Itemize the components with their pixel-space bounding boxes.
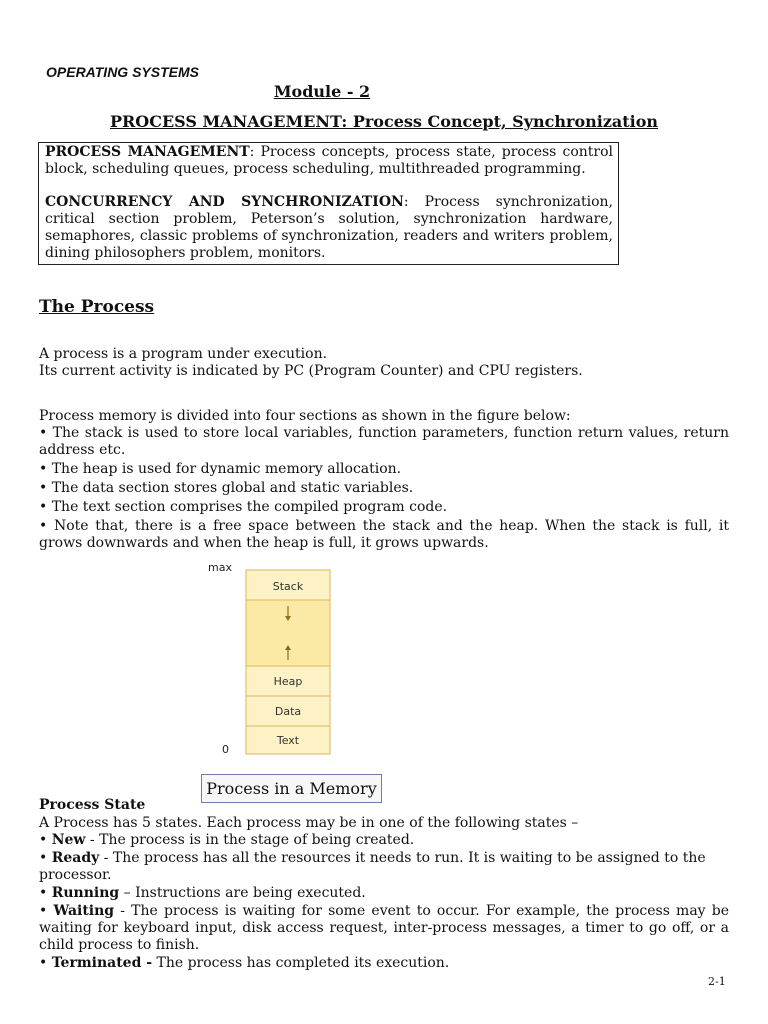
syllabus-cs-heading: CONCURRENCY AND SYNCHRONIZATION — [45, 194, 404, 210]
state-item-waiting — [39, 903, 729, 954]
state-description: The process has completed its execution. — [152, 955, 450, 971]
page-title: PROCESS MANAGEMENT: Process Concept, Synchronization — [109, 112, 659, 131]
state-bullet: • — [39, 955, 52, 971]
state-item-ready — [39, 850, 729, 884]
state-name: New — [51, 832, 86, 848]
figure-caption: Process in a Memory — [201, 774, 382, 803]
state-description: - The process is waiting for some event to occur. For example, the process may be waiting for keyboard input, disk access request, inter-process messages, a timer to go off, or a child process to finish. — [39, 903, 729, 953]
memory-bullet: • The data section stores global and static variables. — [39, 480, 414, 496]
memory-bullet: • The heap is used for dynamic memory allocation. — [39, 461, 402, 477]
memory-bullet: • The text section comprises the compiled program code. — [39, 499, 448, 515]
intro-line-1: A process is a program under execution. — [39, 346, 328, 362]
memory-bullet: • The stack is used to store local variables, function parameters, function return values, return address etc. — [39, 425, 729, 458]
page-number: 2-1 — [708, 975, 726, 988]
state-item-new — [39, 832, 729, 849]
data-label: Data — [274, 705, 302, 718]
syllabus-concurrency — [45, 194, 613, 262]
memory-intro: Process memory is divided into four sections as shown in the figure below: — [39, 408, 571, 424]
state-bullet: • — [39, 885, 52, 901]
state-description: - The process has all the resources it needs to run. It is waiting to be assigned to the processor. — [39, 850, 706, 883]
state-name: Running — [51, 885, 120, 901]
state-name: Ready — [51, 850, 100, 866]
state-description: – Instructions are being executed. — [119, 885, 366, 901]
course-title: OPERATING SYSTEMS — [46, 64, 199, 80]
process-memory-diagram — [206, 558, 340, 758]
state-bullet: • — [39, 903, 54, 919]
process-state-list — [39, 815, 729, 972]
heap-label: Heap — [273, 675, 303, 688]
process-intro — [39, 346, 729, 380]
state-intro: A Process has 5 states. Each process may be in one of the following states – — [39, 815, 579, 831]
stack-label: Stack — [272, 580, 304, 593]
text-label: Text — [276, 734, 300, 747]
memory-bullet: • Note that, there is a free space between the stack and the heap. When the stack is full, it grows downwards and when the heap is full, it grows upwards. — [39, 518, 729, 551]
syllabus-cs-text: : Process synchronization, critical section problem, Peterson’s solution, synchronization hardware, semaphores, classic problems of synchronization, readers and writers problem, dining philosophers problem, monitors. — [45, 194, 613, 261]
intro-line-2: Its current activity is indicated by PC (Program Counter) and CPU registers. — [39, 363, 583, 379]
syllabus-box — [38, 142, 619, 265]
state-item-terminated — [39, 955, 729, 972]
syllabus-pm-text: : Process concepts, process state, process control block, scheduling queues, process scheduling, multithreaded programming. — [45, 144, 613, 177]
state-bullet: • — [39, 832, 52, 848]
state-description: - The process is in the stage of being created. — [85, 832, 415, 848]
state-name: Terminated - — [51, 955, 153, 971]
syllabus-process-management — [45, 144, 613, 178]
zero-label: 0 — [222, 743, 229, 756]
max-label: max — [208, 561, 232, 574]
syllabus-pm-heading: PROCESS MANAGEMENT — [45, 144, 250, 160]
module-heading: Module - 2 — [273, 82, 371, 101]
memory-description — [39, 408, 729, 552]
state-bullet: • — [39, 850, 52, 866]
section-heading-process: The Process — [39, 297, 155, 317]
state-item-running — [39, 885, 729, 902]
process-state-heading: Process State — [39, 797, 146, 813]
state-name: Waiting — [53, 903, 115, 919]
